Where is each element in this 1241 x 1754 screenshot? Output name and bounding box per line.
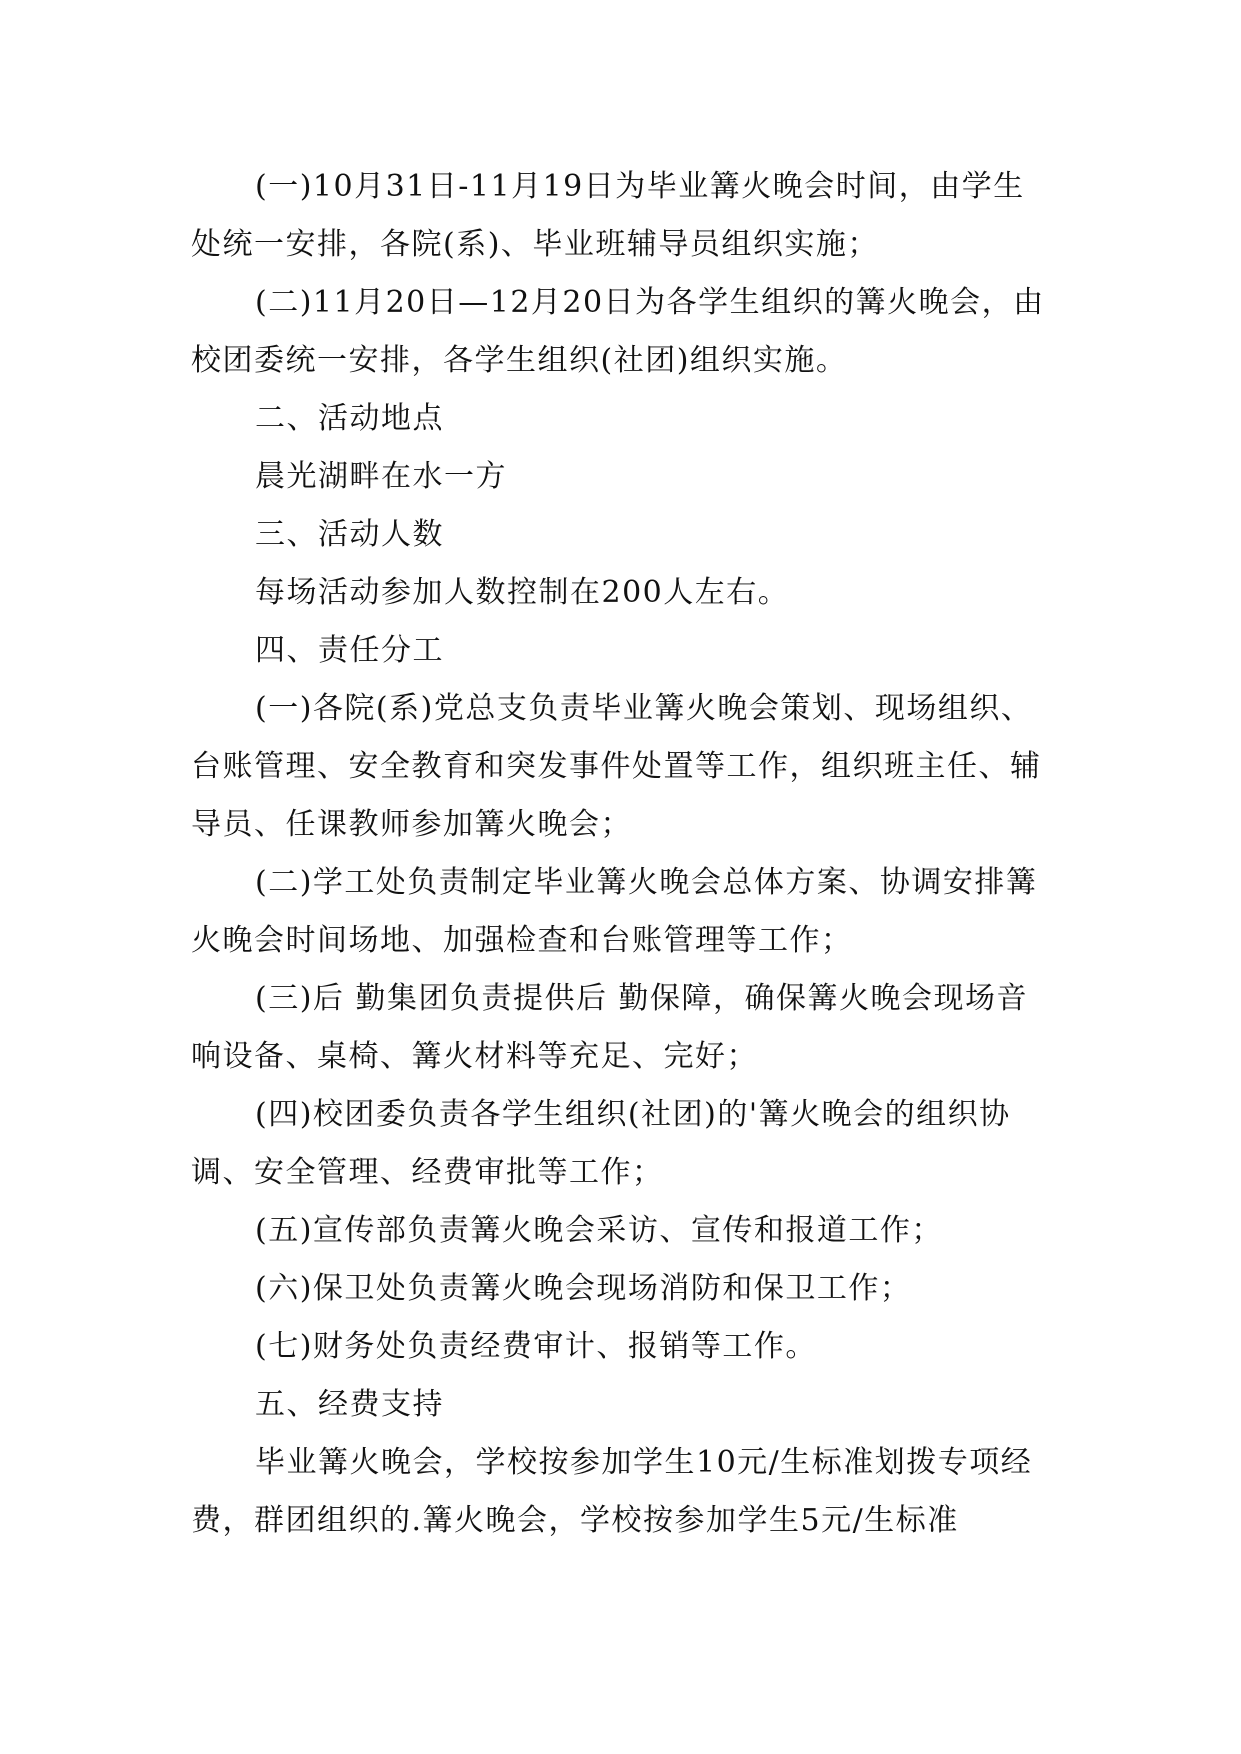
paragraph-responsibility-7: (七)财务处负责经费审计、报销等工作。 — [255, 1329, 817, 1364]
paragraph-responsibility-2: (二)学工处负责制定毕业篝火晚会总体方案、协调安排篝火晚会时间场地、加强检查和台账管理等工作； — [191, 865, 1038, 958]
paragraph-participants: 每场活动参加人数控制在200人左右。 — [255, 575, 790, 610]
section-heading-location: 二、活动地点 — [255, 401, 444, 436]
section-heading-participants: 三、活动人数 — [255, 517, 444, 552]
paragraph-location: 晨光湖畔在水一方 — [255, 459, 507, 494]
section-heading-responsibilities: 四、责任分工 — [255, 633, 444, 668]
paragraph-funding: 毕业篝火晚会，学校按参加学生10元/生标准划拨专项经费，群团组织的.篝火晚会，学校按参加学生5元/生标准 — [191, 1445, 1033, 1538]
document-body — [191, 158, 1046, 1550]
paragraph-time-arrangement-2: (二)11月20日—12月20日为各学生组织的篝火晚会，由校团委统一安排，各学生组织(社团)组织实施。 — [191, 285, 1045, 378]
section-heading-funding: 五、经费支持 — [255, 1387, 444, 1422]
paragraph-time-arrangement-1: (一)10月31日-11月19日为毕业篝火晚会时间，由学生处统一安排，各院(系)、毕业班辅导员组织实施； — [191, 169, 1025, 262]
paragraph-responsibility-3: (三)后 勤集团负责提供后 勤保障，确保篝火晚会现场音响设备、桌椅、篝火材料等充足、完好； — [191, 981, 1028, 1074]
paragraph-responsibility-6: (六)保卫处负责篝火晚会现场消防和保卫工作； — [255, 1271, 912, 1306]
paragraph-responsibility-5: (五)宣传部负责篝火晚会采访、宣传和报道工作； — [255, 1213, 943, 1248]
paragraph-responsibility-1: (一)各院(系)党总支负责毕业篝火晚会策划、现场组织、台账管理、安全教育和突发事件处置等工作，组织班主任、辅导员、任课教师参加篝火晚会； — [191, 691, 1042, 842]
paragraph-responsibility-4: (四)校团委负责各学生组织(社团)的'篝火晚会的组织协调、安全管理、经费审批等工作； — [191, 1097, 1011, 1190]
